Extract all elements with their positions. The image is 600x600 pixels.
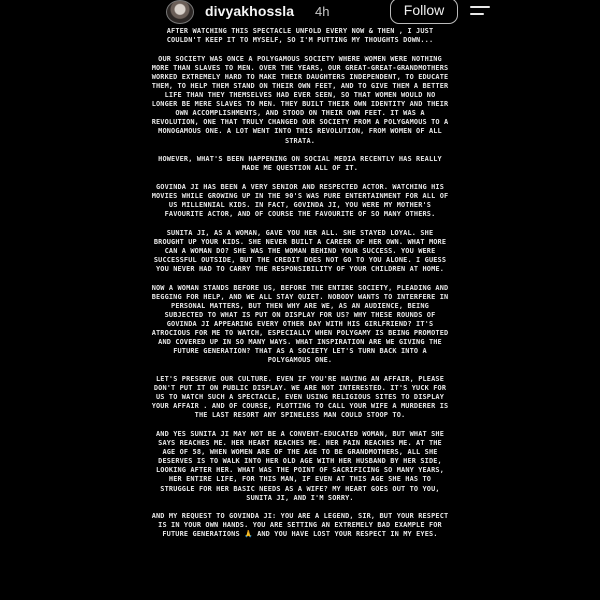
story-paragraph-3: HOWEVER, WHAT'S BEEN HAPPENING ON SOCIAL MEDIA RECENTLY HAS REALLY MADE ME QUESTION ALL OF IT.	[158, 155, 442, 173]
follow-button[interactable]: Follow	[390, 0, 458, 24]
profile-avatar[interactable]	[166, 0, 194, 24]
menu-icon-line-top	[470, 6, 490, 8]
post-time: 4h	[315, 4, 330, 19]
menu-icon[interactable]	[470, 3, 490, 21]
story-paragraph-4: GOVINDA JI HAS BEEN A VERY SENIOR AND RESPECTED ACTOR. WATCHING HIS MOVIES WHILE GROWING UP IN THE 90'S WAS PURE ENTERTAINMENT FOR ALL OF US MILLENNIAL KIDS. IN FACT, GOVINDA JI, YOU WERE MY MOTHER'S FAVOURITE ACTOR, AND OF COURSE THE FAVOURITE OF SO MANY OTHERS.	[151, 182, 449, 219]
story-paragraph-1: AFTER WATCHING THIS SPECTACLE UNFOLD EVERY NOW & THEN , I JUST COULDN'T KEEP IT TO MYSELF, SO I'M PUTTING MY THOUGHTS DOWN...	[166, 27, 434, 45]
story-paragraph-8: AND YES SUNITA JI MAY NOT BE A CONVENT-EDUCATED WOMAN, BUT WHAT SHE SAYS REACHES ME. HER HEART REACHES ME. HER PAIN REACHES ME. AT THE AGE OF 58, WHEN WOMEN ARE OF THE AGE TO BE GRANDMOTHERS, ALL SHE DESERVES IS TO WALK INTO HER OLD AGE WITH HER HUSBAND BY HER SIDE, LOOKING AFTER HER. WHAT WAS THE POINT OF SACRIFICING SO MANY YEARS, HER ENTIRE LIFE, FOR THIS MAN, IF EVEN AT THIS AGE SHE HAS TO STRUGGLE FOR HER BASIC NEEDS AS A WIFE? MY HEART GOES OUT TO YOU, SUNITA JI, AND I'M SORRY.	[156, 429, 444, 502]
story-header	[0, 0, 600, 26]
menu-icon-line-bottom	[470, 13, 484, 15]
story-paragraph-5: SUNITA JI, AS A WOMAN, GAVE YOU HER ALL. SHE STAYED LOYAL. SHE BROUGHT UP YOUR KIDS. SHE NEVER BUILT A CAREER OF HER OWN. WHAT MORE CAN A WOMAN DO? SHE WAS THE WOMAN BEHIND YOUR SUCCESS. YOU WERE SUCCESSFUL OUTSIDE, BUT THE CREDIT DOES NOT GO TO YOU ALONE. I GUESS YOU NEVER HAD TO CARRY THE RESPONSIBILITY OF YOUR CHILDREN AT HOME.	[153, 228, 447, 274]
story-text	[150, 27, 450, 549]
story-paragraph-7: LET'S PRESERVE OUR CULTURE. EVEN IF YOU'RE HAVING AN AFFAIR, PLEASE DON'T PUT IT ON PUBLIC DISPLAY. WE ARE NOT INTERESTED. IT'S YUCK FOR US TO WATCH SUCH A SPECTACLE, EVEN USING RELIGIOUS SITES TO DISPLAY YOUR AFFAIR . AND OF COURSE, PLOTTING TO CALL YOUR WIFE A MURDERER IS THE LAST RESORT ANY SPINELESS MAN COULD STOOP TO.	[151, 375, 449, 420]
story-paragraph-9: AND MY REQUEST TO GOVINDA JI: YOU ARE A LEGEND, SIR, BUT YOUR RESPECT IS IN YOUR OWN HANDS. YOU ARE SETTING AN EXTREMELY BAD EXAMPLE FOR FUTURE GENERATIONS 🙏 AND YOU HAVE LOST YOUR RESPECT IN MY EYES.	[151, 512, 449, 539]
username[interactable]: divyakhossla	[205, 3, 295, 19]
story-paragraph-6: NOW A WOMAN STANDS BEFORE US, BEFORE THE ENTIRE SOCIETY, PLEADING AND BEGGING FOR HELP, AND WE ALL STAY QUIET. NOBODY WANTS TO INTERFERE IN PERSONAL MATTERS, BUT THEN WHY ARE WE, AS AN AUDIENCE, BEING SUBJECTED TO WHAT IS PUT ON DISPLAY FOR US? WHY THESE ROUNDS OF GOVINDA JI APPEARING EVERY OTHER DAY WITH HIS GIRLFRIEND? IT'S ATROCIOUS FOR ME TO WATCH, ESPECIALLY WHEN POLYGAMY IS BEING PROMOTED AND COVERED UP IN SO MANY WAYS. WHAT INSPIRATION ARE WE GIVING THE FUTURE GENERATION? THAT AS A SOCIETY LET'S TURN BACK INTO A POLYGAMOUS ONE.	[151, 283, 449, 365]
story-paragraph-2: OUR SOCIETY WAS ONCE A POLYGAMOUS SOCIETY WHERE WOMEN WERE NOTHING MORE THAN SLAVES TO MEN. OVER THE YEARS, OUR GREAT-GREAT-GRANDMOTHERS WORKED EXTREMELY HARD TO MAKE THEIR DAUGHTERS INDEPENDENT, TO EDUCATE THEM, TO HELP THEM STAND ON THEIR OWN FEET, AND TO GIVE THEM A BETTER LIFE THAN THEY THEMSELVES HAD EVER SEEN, SO THAT WOMEN WOULD NO LONGER BE MERE SLAVES TO MEN. THEY BUILT THEIR OWN IDENTITY AND THEIR OWN ACCOMPLISHMENTS, AND STOOD ON THEIR OWN FEET. IT WAS A REVOLUTION, ONE THAT TRULY CHANGED OUR SOCIETY FROM A POLYGAMOUS TO A MONOGAMOUS ONE. A LOT WENT INTO THIS REVOLUTION, FROM WOMEN OF ALL STRATA.	[151, 54, 449, 145]
